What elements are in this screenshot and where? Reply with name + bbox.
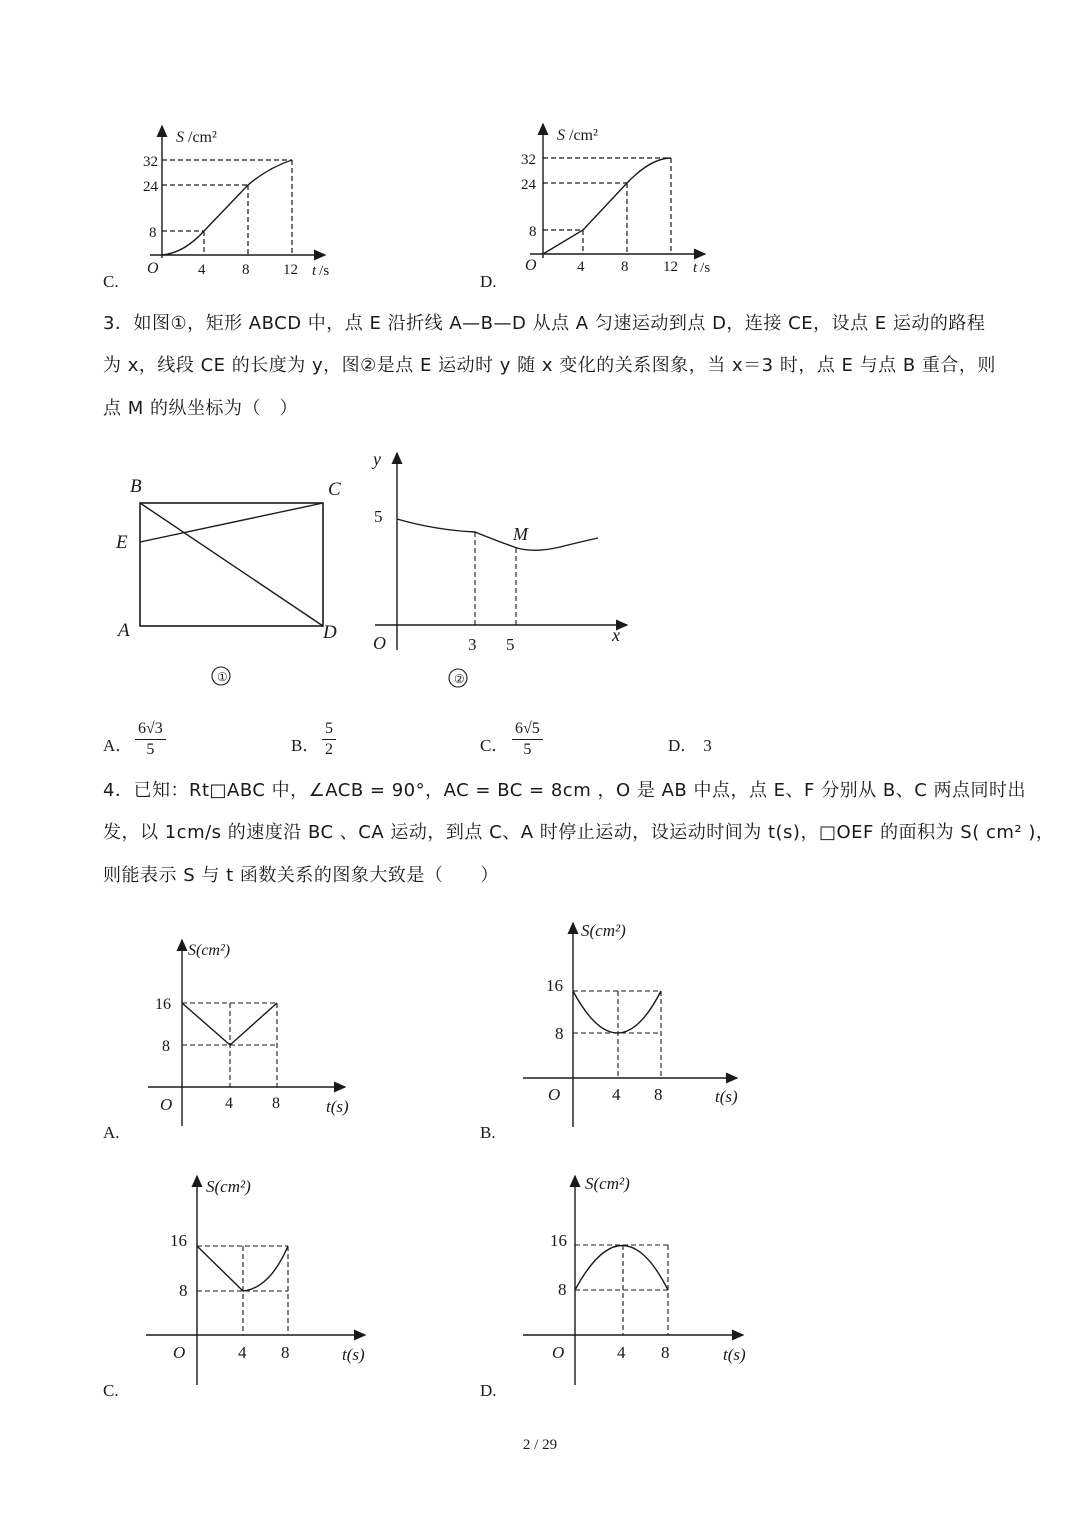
y-axis-unit: /cm² bbox=[188, 129, 217, 146]
q3-option-a-label: A． bbox=[103, 736, 133, 755]
q4-text-line3: 则能表示 S 与 t 函数关系的图象大致是（ ） bbox=[103, 865, 499, 886]
q3-option-d-label bbox=[668, 731, 712, 756]
origin-label: O bbox=[548, 1085, 561, 1104]
svg-text:t/s bbox=[312, 263, 329, 279]
denominator: 5 bbox=[523, 741, 532, 758]
y-tick-8: 8 bbox=[179, 1281, 188, 1300]
y-tick-8: 8 bbox=[162, 1038, 170, 1055]
x-tick-12: 12 bbox=[663, 259, 678, 275]
x-tick-4: 4 bbox=[612, 1085, 621, 1104]
svg-text:t/s bbox=[693, 260, 710, 276]
origin-label: O bbox=[173, 1343, 186, 1362]
q4-option-a-label: A. bbox=[103, 1123, 120, 1142]
svg-text:S/cm² bbox=[557, 127, 598, 144]
x-tick-12: 12 bbox=[283, 262, 298, 278]
origin-label: O bbox=[147, 260, 159, 277]
x-axis-label: t(s) bbox=[326, 1097, 349, 1116]
point-e-label: E bbox=[116, 532, 128, 553]
x-axis-label: x bbox=[612, 625, 620, 645]
q3-text-line3: 点 M 的纵坐标为（ ） bbox=[103, 398, 298, 419]
origin-label: O bbox=[160, 1095, 173, 1114]
q3-option-b-fraction bbox=[322, 720, 336, 759]
numerator: 6√3 bbox=[135, 720, 166, 740]
y-tick-5: 5 bbox=[374, 507, 383, 526]
y-tick-32: 32 bbox=[143, 154, 158, 170]
y-axis-label: S(cm²) bbox=[585, 1174, 630, 1193]
y-tick-24: 24 bbox=[521, 177, 536, 193]
q4-graph-b bbox=[515, 915, 755, 1130]
y-axis-var: S bbox=[557, 127, 565, 144]
figure-1-caption: ① bbox=[217, 670, 228, 684]
y-tick-8: 8 bbox=[558, 1280, 567, 1299]
denominator: 5 bbox=[146, 741, 155, 758]
q4-graph-c bbox=[140, 1168, 380, 1388]
x-tick-8: 8 bbox=[281, 1343, 290, 1362]
x-tick-4: 4 bbox=[238, 1343, 247, 1362]
y-tick-16: 16 bbox=[546, 976, 563, 995]
x-tick-4: 4 bbox=[617, 1343, 626, 1362]
y-tick-8: 8 bbox=[555, 1024, 564, 1043]
svg-text:S/cm² bbox=[176, 129, 217, 146]
y-axis-var: S bbox=[176, 129, 184, 146]
q4-text-line2: 发，以 1cm/s 的速度沿 BC 、CA 运动，到点 C、A 时停止运动，设运动时间为 t(s)，□OEF 的面积为 S( cm² )， bbox=[103, 822, 1055, 843]
q3-figure-2 bbox=[365, 445, 635, 695]
q2-graph-c bbox=[140, 118, 350, 283]
q3-option-c-label: C． bbox=[480, 736, 509, 755]
x-axis-var: t bbox=[693, 260, 698, 276]
x-axis-unit: /s bbox=[700, 260, 711, 276]
x-axis-label: t(s) bbox=[715, 1087, 738, 1106]
q2-option-d-label: D. bbox=[480, 272, 497, 291]
q2-graph-d bbox=[515, 116, 725, 281]
y-tick-32: 32 bbox=[521, 152, 536, 168]
q4-text-line1: 4．已知：Rt□ABC 中，∠ACB = 90°，AC = BC = 8cm ，O 是 AB 中点，点 E、F 分别从 B、C 两点同时出 bbox=[103, 780, 1026, 801]
option-letter: D． bbox=[668, 736, 698, 755]
q2-option-c-label: C. bbox=[103, 272, 119, 291]
q3-option-a-fraction bbox=[135, 720, 166, 759]
y-axis-unit: /cm² bbox=[569, 127, 598, 144]
y-axis-label: S(cm²) bbox=[581, 921, 626, 940]
q4-graph-d bbox=[515, 1168, 755, 1388]
q3-option-b-label: B． bbox=[291, 736, 320, 755]
origin-label: O bbox=[525, 257, 537, 274]
x-tick-8: 8 bbox=[242, 262, 250, 278]
q4-option-b-label: B. bbox=[480, 1123, 496, 1142]
numerator: 5 bbox=[322, 720, 336, 740]
point-m-label: M bbox=[513, 524, 528, 544]
y-tick-8: 8 bbox=[529, 224, 537, 240]
x-tick-8: 8 bbox=[621, 259, 629, 275]
numerator: 6√5 bbox=[512, 720, 543, 740]
q4-option-c-label: C. bbox=[103, 1381, 119, 1400]
x-axis-unit: /s bbox=[319, 263, 330, 279]
y-axis-label: S(cm²) bbox=[188, 942, 231, 959]
y-tick-16: 16 bbox=[155, 996, 171, 1013]
point-c-label: C bbox=[328, 479, 341, 500]
origin-label: O bbox=[552, 1343, 565, 1362]
q3-text-line1: 3．如图①，矩形 ABCD 中，点 E 沿折线 A—B—D 从点 A 匀速运动到点 D，连接 CE，设点 E 运动的路程 bbox=[103, 313, 986, 334]
y-tick-16: 16 bbox=[170, 1231, 187, 1250]
q4-option-d-label: D. bbox=[480, 1381, 497, 1400]
x-tick-4: 4 bbox=[198, 262, 206, 278]
x-axis-var: t bbox=[312, 263, 317, 279]
origin-label: O bbox=[373, 633, 386, 653]
x-tick-8: 8 bbox=[272, 1095, 280, 1112]
q3-option-c-fraction bbox=[512, 720, 543, 759]
y-tick-8: 8 bbox=[149, 225, 157, 241]
x-axis-label: t(s) bbox=[723, 1345, 746, 1364]
y-axis-label: S(cm²) bbox=[206, 1177, 251, 1196]
page-number: 2 / 29 bbox=[522, 1437, 558, 1453]
point-d-label: D bbox=[323, 622, 337, 643]
x-axis-label: t(s) bbox=[342, 1345, 365, 1364]
q4-graph-a bbox=[140, 930, 365, 1130]
point-b-label: B bbox=[130, 476, 142, 497]
y-tick-16: 16 bbox=[550, 1231, 567, 1250]
x-tick-8: 8 bbox=[661, 1343, 670, 1362]
figure-2-caption: ② bbox=[454, 672, 465, 686]
y-tick-24: 24 bbox=[143, 179, 158, 195]
x-tick-5: 5 bbox=[506, 635, 515, 654]
q3-text-line2: 为 x，线段 CE 的长度为 y，图②是点 E 运动时 y 随 x 变化的关系图象，当 x＝3 时，点 E 与点 B 重合，则 bbox=[103, 355, 996, 376]
y-axis-label: y bbox=[373, 449, 381, 469]
point-a-label: A bbox=[118, 620, 130, 641]
x-tick-4: 4 bbox=[225, 1095, 233, 1112]
x-tick-3: 3 bbox=[468, 635, 477, 654]
q3-figure-1 bbox=[110, 470, 355, 695]
x-tick-8: 8 bbox=[654, 1085, 663, 1104]
x-tick-4: 4 bbox=[577, 259, 585, 275]
option-value: 3 bbox=[703, 736, 712, 755]
denominator: 2 bbox=[325, 741, 333, 758]
